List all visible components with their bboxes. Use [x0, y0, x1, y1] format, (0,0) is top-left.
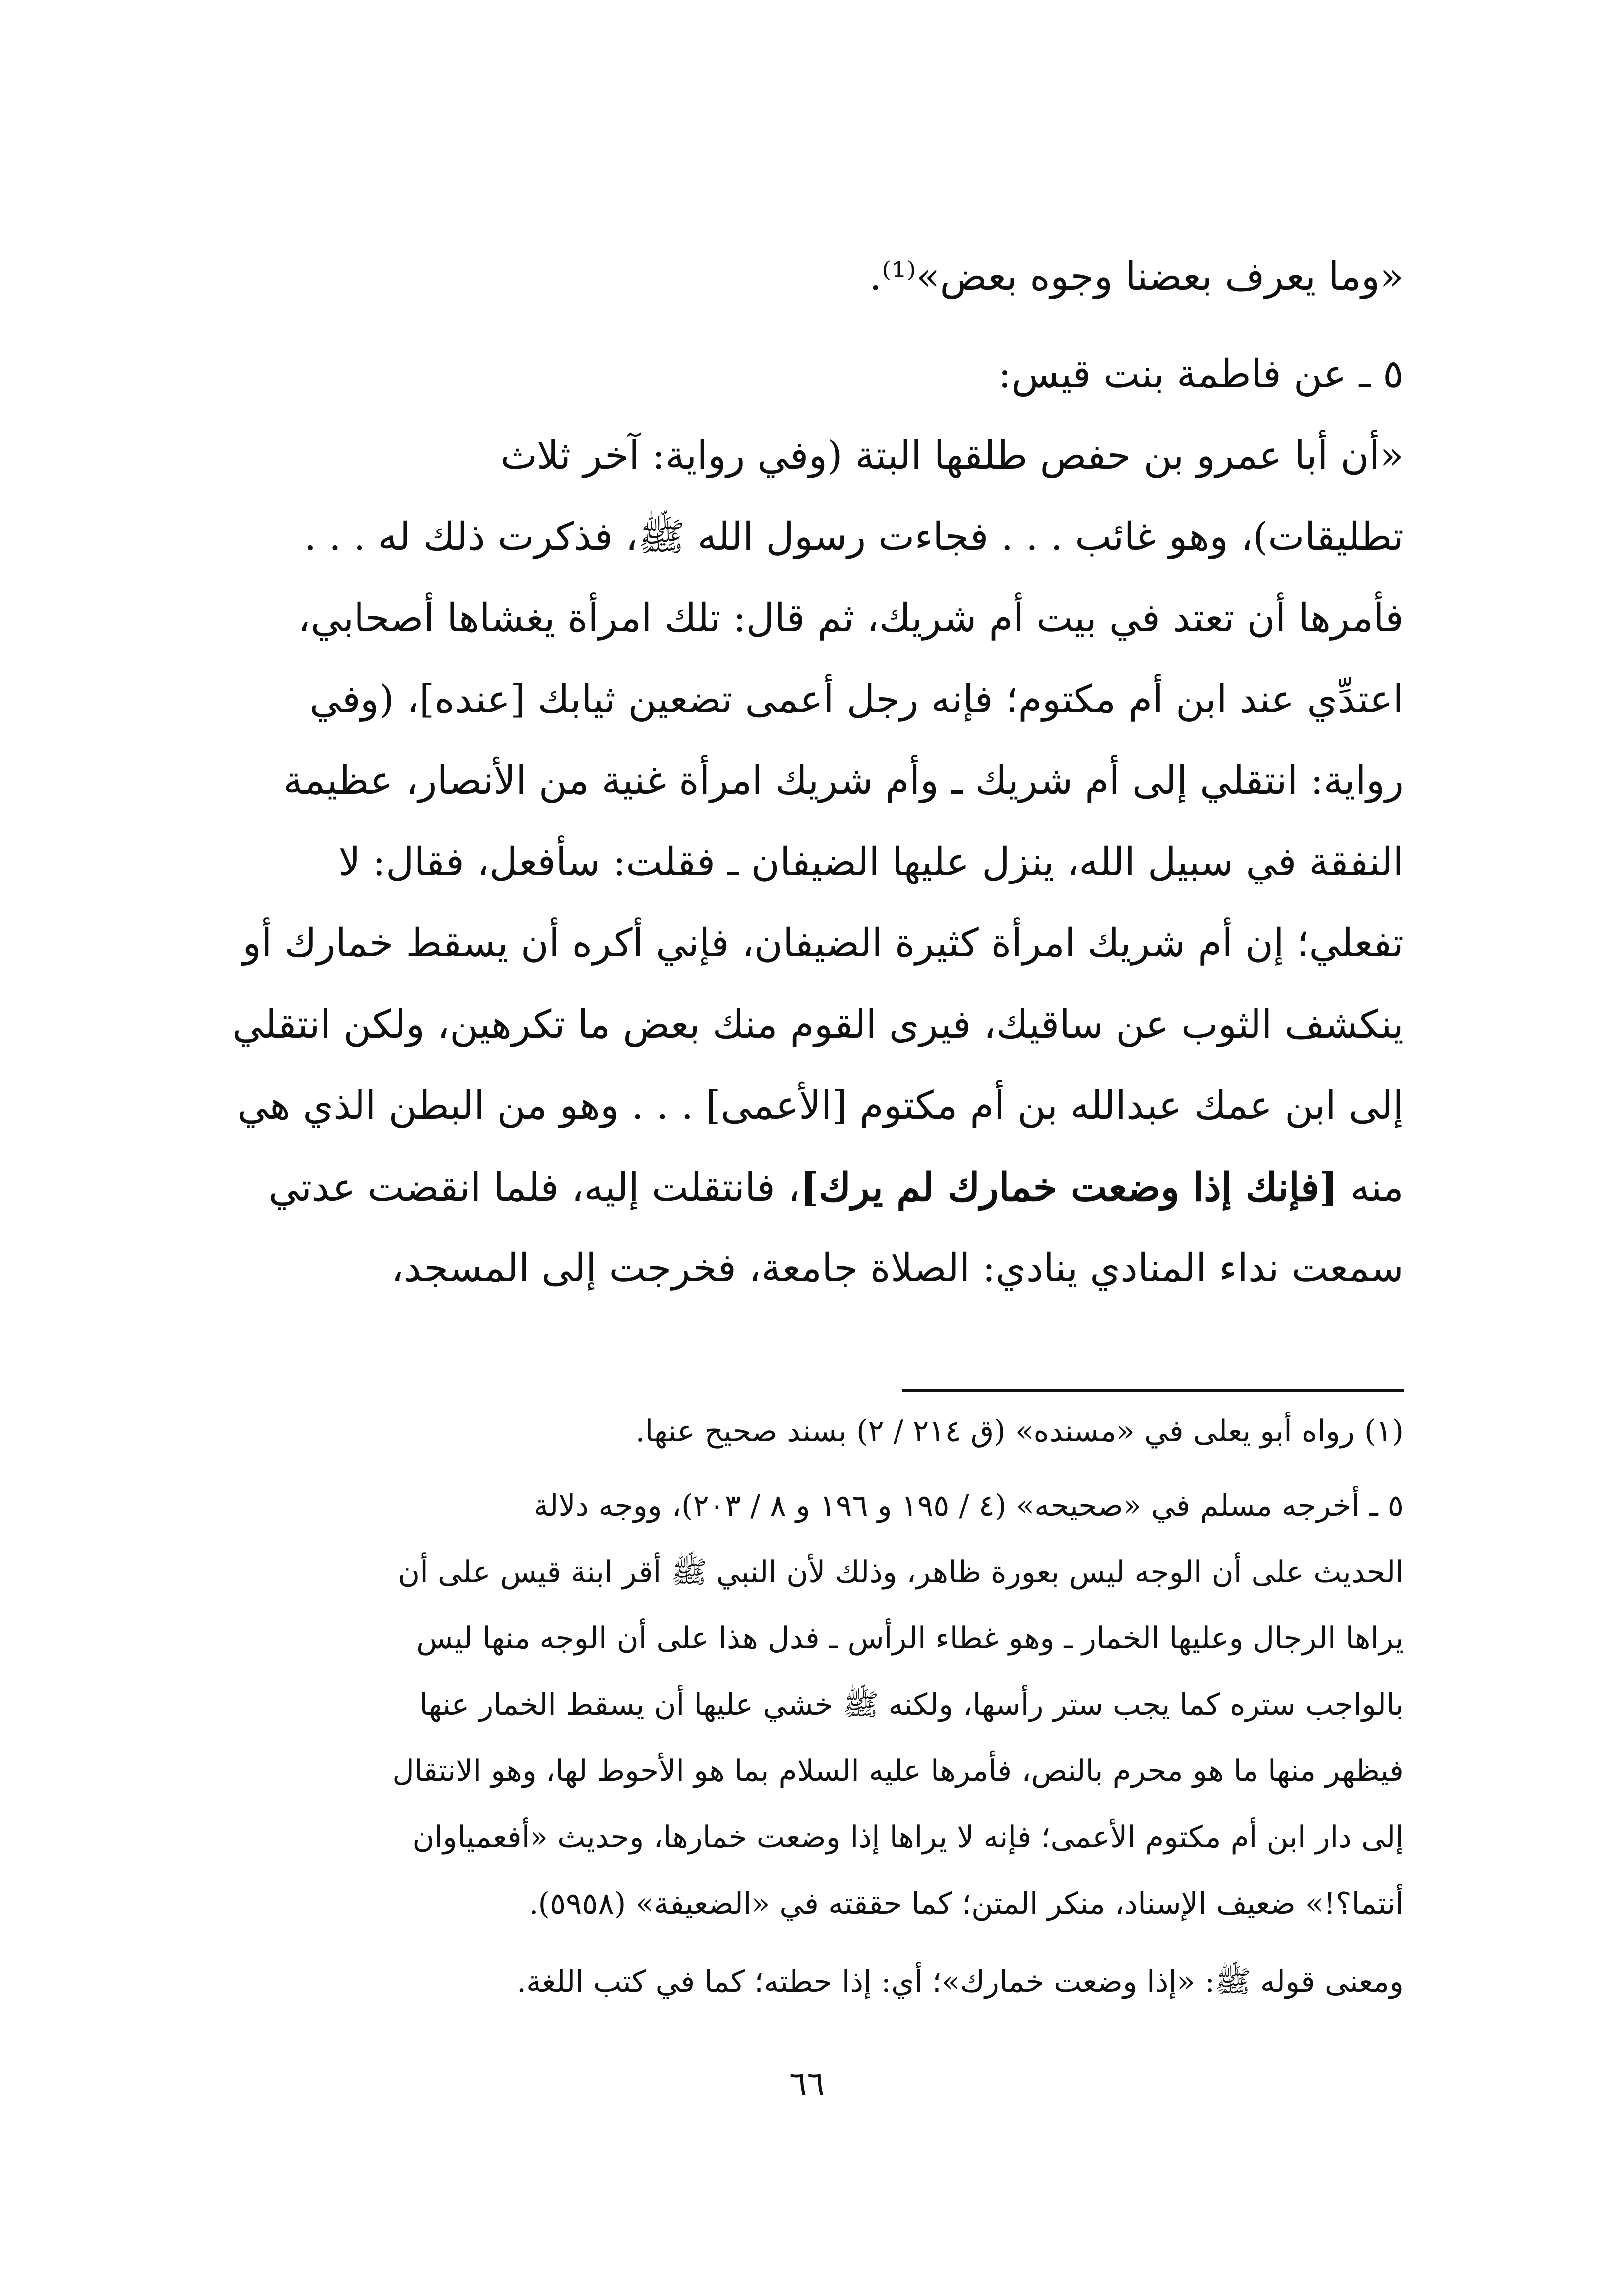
body-line: تطليقات)، وهو غائب . . . فجاءت رسول الله ﷺ، فذكرت ذلك له . . . [304, 515, 1404, 559]
footnote-line: يراها الرجال وعليها الخمار ـ وهو غطاء الرأس ـ فدل هذا على أن الوجه منها ليس [416, 1621, 1404, 1656]
body-line-with-bold [194, 1147, 1404, 1228]
body-line: رواية: انتقلي إلى أم شريك ـ وأم شريك امرأة غنية من الأنصار، عظيمة [283, 758, 1404, 803]
footnote-line: (١) رواه أبو يعلى في «مسنده» (ق ٢١٤ / ٢) بسند صحيح عنها. [635, 1414, 1404, 1449]
body-line: ينكشف الثوب عن ساقيك، فيرى القوم منك بعض ما تكرهين، ولكن انتقلي [232, 1002, 1404, 1047]
body-line: إلى ابن عمك عبدالله بن أم مكتوم [الأعمى] . . . وهو من البطن الذي هي [237, 1083, 1404, 1128]
bold-quote: [فإنك إذا وضعت خمارك لم يرك] [800, 1165, 1338, 1210]
body-line: سمعت نداء المنادي ينادي: الصلاة جامعة، فخرجت إلى المسجد، [391, 1246, 1404, 1291]
footnote-line: ومعنى قوله ﷺ: «إذا وضعت خمارك»؛ أي: إذا حطته؛ كما في كتب اللغة. [516, 1964, 1404, 1999]
footnote-separator [902, 1389, 1404, 1392]
body-text-segment: منه [1338, 1165, 1404, 1210]
body-line: «أن أبا عمرو بن حفص طلقها البتة (وفي رواية: آخر ثلاث [500, 433, 1404, 478]
body-line: فأمرها أن تعتد في بيت أم شريك، ثم قال: تلك امرأة يغشاها أصحابي، [298, 596, 1404, 641]
body-line: اعتدِّي عند ابن أم مكتوم؛ فإنه رجل أعمى تضعين ثيابك [عنده]، (وفي [309, 677, 1404, 722]
hadith-heading: ٥ ـ عن فاطمة بنت قيس: [998, 352, 1404, 397]
main-text [194, 219, 1404, 1309]
footnote-line: فيظهر منها ما هو محرم بالنص، فأمرها عليه السلام بما هو الأحوط لها، وهو الانتقال [392, 1754, 1404, 1788]
page-number: ٦٦ [789, 2064, 825, 2103]
footnote-line: الحديث على أن الوجه ليس بعورة ظاهر، وذلك لأن النبي ﷺ أقر ابنة قيس على أن [398, 1555, 1404, 1590]
body-line: النفقة في سبيل الله، ينزل عليها الضيفان ـ فقلت: سأفعل، فقال: لا [338, 840, 1404, 884]
footnote-line: إلى دار ابن أم مكتوم الأعمى؛ فإنه لا يراها إذا وضعت خمارها، وحديث «أفعمياوان [412, 1820, 1404, 1855]
body-line: «وما يعرف بعضنا وجوه بعض»⁽¹⁾. [869, 254, 1404, 299]
footnote-line: ٥ ـ أخرجه مسلم في «صحيحه» (٤ / ١٩٥ و ١٩٦ و ٨ / ٢٠٣)، ووجه دلالة [533, 1488, 1404, 1523]
body-text-segment: ، فانتقلت إليه، فلما انقضت عدتي [268, 1165, 801, 1210]
body-line: تفعلي؛ إن أم شريك امرأة كثيرة الضيفان، فإني أكره أن يسقط خمارك أو [242, 921, 1404, 966]
footnotes [194, 1399, 1404, 2015]
footnote-line: بالواجب ستره كما يجب ستر رأسها، ولكنه ﷺ خشي عليها أن يسقط الخمار عنها [419, 1687, 1404, 1722]
footnote-line: أنتما؟!» ضعيف الإسناد، منكر المتن؛ كما حققته في «الضعيفة» (٥٩٥٨). [529, 1886, 1404, 1921]
